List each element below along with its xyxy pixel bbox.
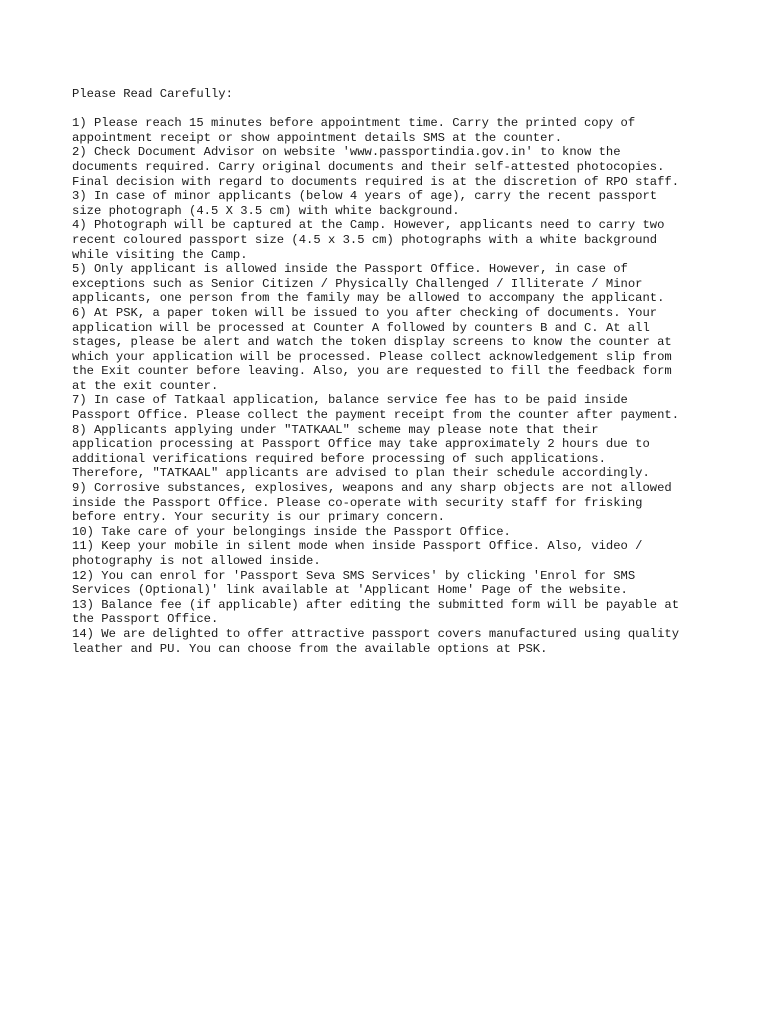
text-line: 2) Check Document Advisor on website 'www.passportindia.gov.in' to know the (72, 145, 621, 160)
text-line: 7) In case of Tatkaal application, balance service fee has to be paid inside (72, 393, 628, 408)
text-line: 11) Keep your mobile in silent mode when inside Passport Office. Also, video / (72, 539, 643, 554)
text-line: size photograph (4.5 X 3.5 cm) with white background. (72, 203, 460, 218)
text-line: the Exit counter before leaving. Also, you are requested to fill the feedback form (72, 364, 672, 379)
text-line: 12) You can enrol for 'Passport Seva SMS Services' by clicking 'Enrol for SMS (72, 568, 636, 583)
instructions-body (72, 116, 732, 656)
text-line: 8) Applicants applying under "TATKAAL" scheme may please note that their (72, 422, 599, 437)
text-line: 10) Take care of your belongings inside the Passport Office. (72, 524, 511, 539)
text-line: appointment receipt or show appointment details SMS at the counter. (72, 130, 563, 145)
text-line: applicants, one person from the family may be allowed to accompany the applicant. (72, 291, 665, 306)
document-heading: Please Read Carefully: (72, 87, 233, 101)
text-line: before entry. Your security is our primary concern. (72, 510, 445, 525)
text-line: leather and PU. You can choose from the available options at PSK. (72, 641, 548, 656)
text-line: Services (Optional)' link available at 'Applicant Home' Page of the website. (72, 583, 628, 598)
text-line: stages, please be alert and watch the token display screens to know the counter at (72, 335, 672, 350)
text-line: Therefore, "TATKAAL" applicants are advised to plan their schedule accordingly. (72, 466, 650, 481)
text-line: 13) Balance fee (if applicable) after editing the submitted form will be payable at (72, 597, 680, 612)
text-line: 9) Corrosive substances, explosives, weapons and any sharp objects are not allowed (72, 481, 672, 496)
text-line: 3) In case of minor applicants (below 4 years of age), carry the recent passport (72, 189, 658, 204)
text-line: 14) We are delighted to offer attractive passport covers manufactured using quality (72, 626, 680, 641)
text-line: photography is not allowed inside. (72, 554, 321, 568)
text-line: additional verifications required before processing of such applications. (72, 451, 606, 466)
text-line: 6) At PSK, a paper token will be issued to you after checking of documents. Your (72, 305, 658, 320)
text-line: recent coloured passport size (4.5 x 3.5 cm) photographs with a white background (72, 232, 658, 247)
text-line: inside the Passport Office. Please co-operate with security staff for frisking (72, 495, 643, 510)
text-line: 5) Only applicant is allowed inside the Passport Office. However, in case of (72, 262, 628, 277)
text-line: Passport Office. Please collect the payment receipt from the counter after payment. (72, 408, 680, 423)
text-line: application will be processed at Counter A followed by counters B and C. At all (72, 320, 650, 335)
text-line: exceptions such as Senior Citizen / Physically Challenged / Illiterate / Minor (72, 276, 643, 291)
text-line: while visiting the Camp. (72, 247, 248, 262)
text-line: 1) Please reach 15 minutes before appointment time. Carry the printed copy of (72, 116, 636, 131)
text-line: documents required. Carry original documents and their self-attested photocopies. (72, 159, 665, 174)
instructions-document (72, 87, 732, 656)
text-line: which your application will be processed. Please collect acknowledgement slip from (72, 349, 672, 364)
text-line: 4) Photograph will be captured at the Camp. However, applicants need to carry two (72, 218, 665, 233)
text-line: application processing at Passport Office may take approximately 2 hours due to (72, 437, 650, 452)
text-line: at the exit counter. (72, 378, 219, 393)
text-line: the Passport Office. (72, 612, 219, 627)
text-line: Final decision with regard to documents required is at the discretion of RPO staff. (72, 174, 680, 189)
